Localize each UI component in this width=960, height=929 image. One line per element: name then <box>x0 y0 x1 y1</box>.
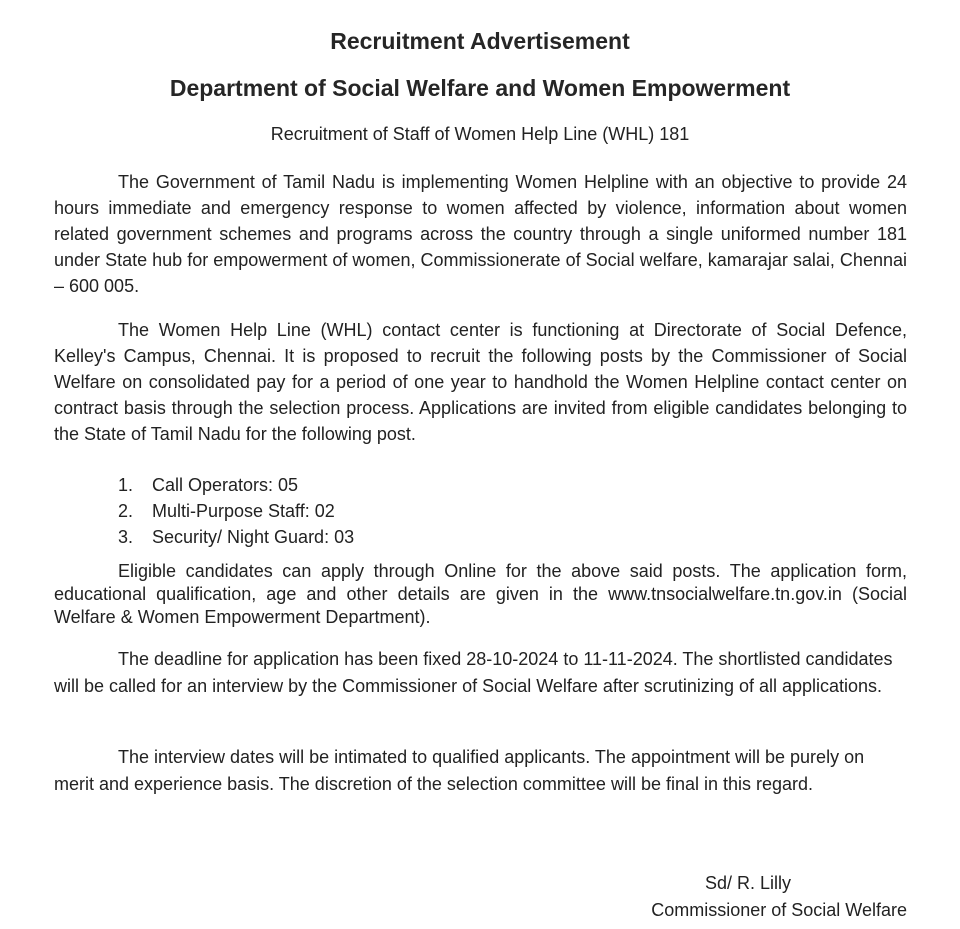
post-number: 2. <box>118 501 134 521</box>
paragraph-deadline: The deadline for application has been fixed 28-10-2024 to 11-11-2024. The shortlisted candidates will be called for an interview by the Commissioner of Social Welfare after scrutinizing of all applications. <box>54 649 893 696</box>
paragraph-recruitment-details: The Women Help Line (WHL) contact center is functioning at Directorate of Social Defence, Kelley's Campus, Chennai. It is proposed to recruit the following posts by the Commissioner of Social Welfare on consolidated pay for a period of one year to handhold the Women Helpline contact center on contract basis through the selection process. Applications are invited from eligible candidates belonging to the State of Tamil Nadu for the following post. <box>54 320 907 444</box>
post-item <box>118 498 354 524</box>
post-item <box>118 524 354 550</box>
post-number: 3. <box>118 527 134 547</box>
signatory-name: Sd/ R. Lilly <box>704 873 791 893</box>
post-text: Security/ Night Guard: 03 <box>152 527 355 547</box>
posts-list <box>118 472 354 550</box>
recruitment-subtitle: Recruitment of Staff of Women Help Line (WHL) 181 <box>270 124 690 144</box>
signatory-designation: Commissioner of Social Welfare <box>651 900 907 920</box>
post-number: 1. <box>118 475 134 495</box>
post-text: Call Operators: 05 <box>152 475 299 495</box>
paragraph-application-info: Eligible candidates can apply through Online for the above said posts. The application form, educational qualification, age and other details are given in the www.tnsocialwelfare.tn.gov.in (Social Welfare & Women Empowerment Department). <box>54 561 907 627</box>
signature-block <box>651 870 907 924</box>
post-item <box>118 472 354 498</box>
document-title: Recruitment Advertisement <box>330 28 630 54</box>
paragraph-introduction: The Government of Tamil Nadu is implementing Women Helpline with an objective to provide 24 hours immediate and emergency response to women affected by violence, information about women related government schemes and programs across the country through a single uniformed number 181 under State hub for empowerment of women, Commissionerate of Social welfare, kamarajar salai, Chennai – 600 005. <box>54 172 907 296</box>
paragraph-interview: The interview dates will be intimated to qualified applicants. The appointment will be purely on merit and experience basis. The discretion of the selection committee will be final in this regard. <box>54 747 865 794</box>
department-heading: Department of Social Welfare and Women Empowerment <box>169 75 791 101</box>
post-text: Multi-Purpose Staff: 02 <box>152 501 335 521</box>
